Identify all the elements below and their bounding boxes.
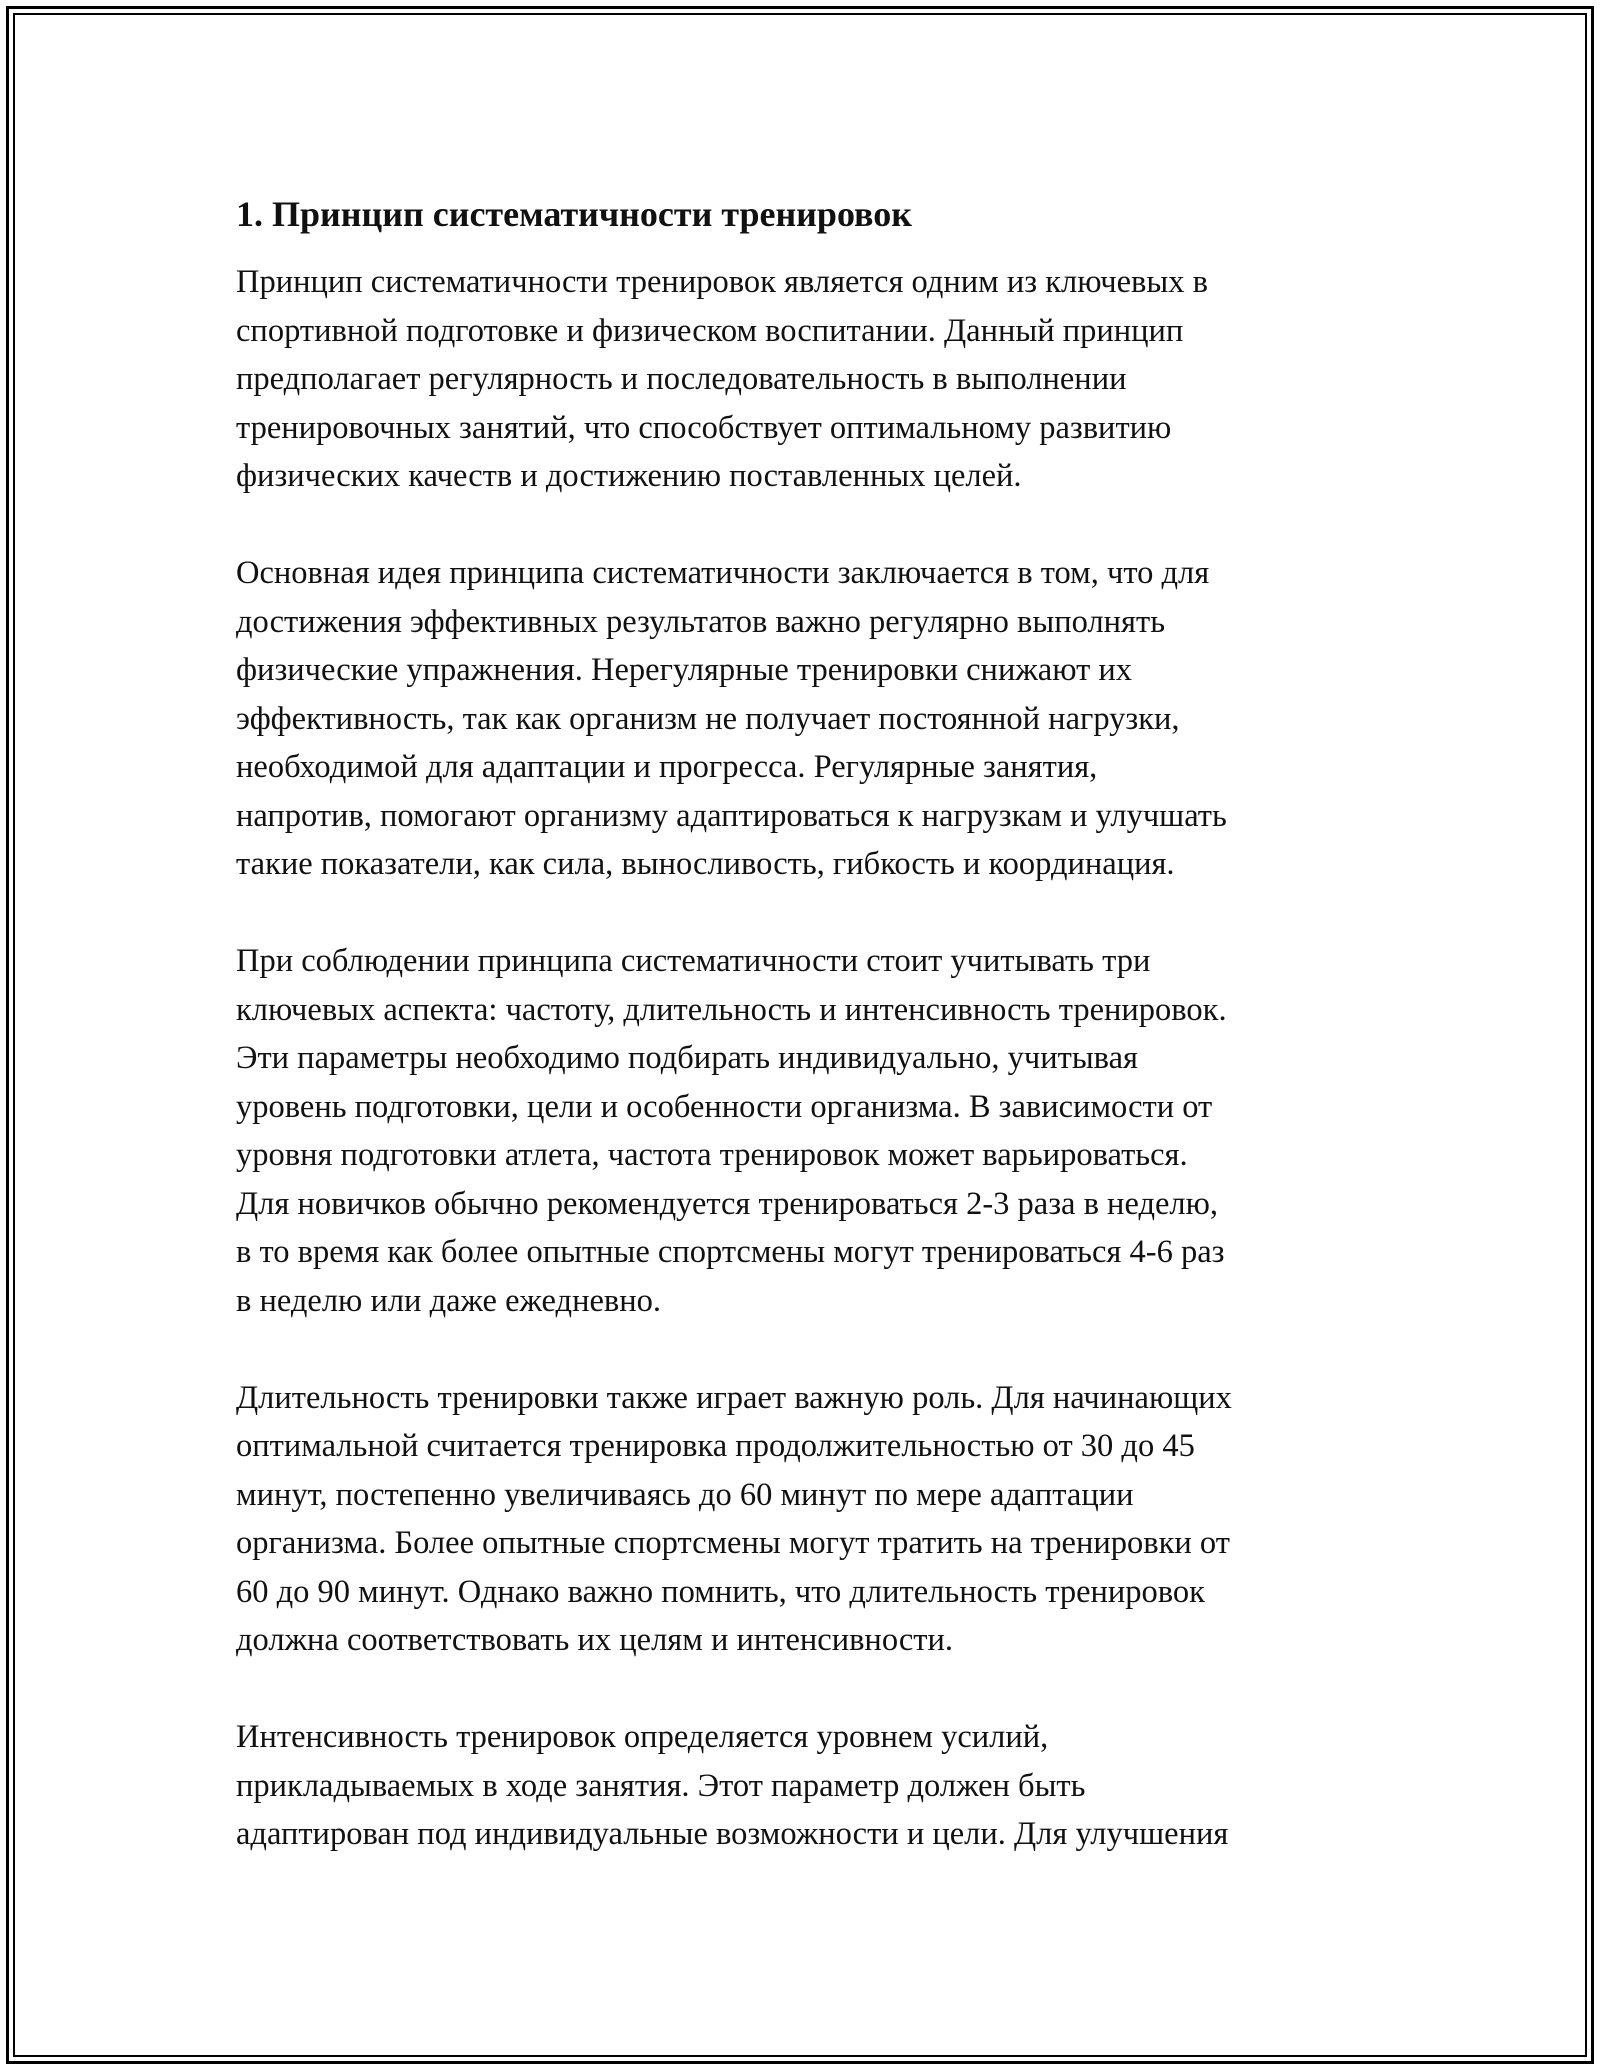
text-line: Для новичков обычно рекомендуется тренироваться 2-3 раза в неделю, (236, 1185, 1219, 1222)
text-line: адаптирован под индивидуальные возможности и цели. Для улучшения (236, 1816, 1229, 1852)
text-line: достижения эффективных результатов важно регулярно выполнять (236, 603, 1166, 640)
document-body (236, 188, 1396, 1907)
paragraph-4 (236, 1374, 1396, 1665)
text-line: 60 до 90 минут. Однако важно помнить, что длительность тренировок (236, 1573, 1205, 1610)
text-line: тренировочных занятий, что способствует оптимальному развитию (236, 409, 1172, 446)
text-line: Длительность тренировки также играет важную роль. Для начинающих (236, 1379, 1232, 1416)
text-line: Интенсивность тренировок определяется уровнем усилий, (236, 1719, 1049, 1755)
text-line: предполагает регулярность и последовательность в выполнении (236, 361, 1127, 397)
text-line: необходимой для адаптации и прогресса. Регулярные занятия, (236, 749, 1098, 785)
text-line: ключевых аспекта: частоту, длительность и интенсивность тренировок. (236, 991, 1227, 1028)
text-line: оптимальной считается тренировка продолжительностью от 30 до 45 (236, 1428, 1195, 1464)
text-line: Основная идея принципа систематичности заключается в том, что для (236, 555, 1210, 591)
paragraph-1 (236, 258, 1396, 501)
text-line: должна соответствовать их целям и интенсивности. (236, 1622, 954, 1658)
text-line: прикладываемых в ходе занятия. Этот параметр должен быть (236, 1767, 1086, 1804)
text-line: уровень подготовки, цели и особенности организма. В зависимости от (236, 1088, 1213, 1125)
text-line: в то время как более опытные спортсмены могут тренироваться 4-6 раз (236, 1234, 1225, 1270)
text-line: Эти параметры необходимо подбирать индивидуально, учитывая (236, 1040, 1138, 1076)
text-line: спортивной подготовке и физическом воспитании. Данный принцип (236, 312, 1184, 349)
paragraph-3 (236, 937, 1396, 1325)
paragraph-2 (236, 549, 1396, 889)
text-line: физические упражнения. Нерегулярные тренировки снижают их (236, 652, 1133, 688)
text-line: эффективность, так как организм не получает постоянной нагрузки, (236, 700, 1180, 737)
text-line: напротив, помогают организму адаптироваться к нагрузкам и улучшать (236, 797, 1227, 834)
text-line: При соблюдении принципа систематичности стоит учитывать три (236, 943, 1151, 979)
text-line: такие показатели, как сила, выносливость, гибкость и координация. (236, 846, 1175, 882)
paragraph-5 (236, 1713, 1396, 1859)
text-line: организма. Более опытные спортсмены могут тратить на тренировки от (236, 1525, 1230, 1561)
text-line: физических качеств и достижению поставленных целей. (236, 458, 1022, 494)
section-heading: 1. Принцип систематичности тренировок (236, 194, 912, 234)
text-line: в неделю или даже ежедневно. (236, 1282, 662, 1319)
text-line: минут, постепенно увеличиваясь до 60 минут по мере адаптации (236, 1476, 1134, 1513)
text-line: Принцип систематичности тренировок является одним из ключевых в (236, 264, 1208, 300)
text-line: уровня подготовки атлета, частота тренировок может варьироваться. (236, 1137, 1188, 1173)
